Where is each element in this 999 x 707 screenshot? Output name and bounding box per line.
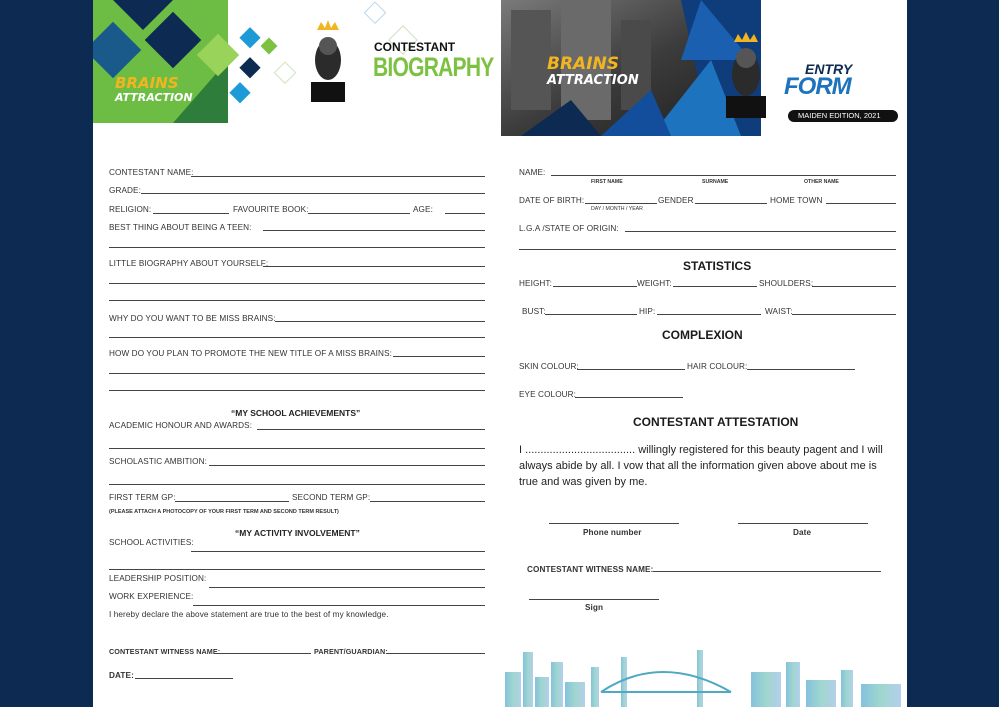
academic-honour-line-1[interactable] bbox=[257, 429, 485, 430]
bust-line[interactable] bbox=[545, 314, 637, 315]
dob-label: DATE OF BIRTH: bbox=[519, 196, 585, 205]
scholastic-ambition-line-1[interactable] bbox=[209, 465, 485, 466]
shoulders-label: SHOULDERS: bbox=[759, 279, 814, 288]
brand-logo-line1: BRAINS bbox=[547, 54, 620, 74]
attach-note: (PLEASE ATTACH A PHOTOCOPY OF YOUR FIRST TERM AND SECOND TERM RESULT) bbox=[109, 509, 339, 515]
declaration-text: I hereby declare the above statement are true to the best of my knowledge. bbox=[109, 610, 389, 619]
gender-label: GENDER bbox=[658, 196, 694, 205]
lga-line-2[interactable] bbox=[519, 249, 896, 250]
little-bio-line-3[interactable] bbox=[109, 300, 485, 301]
phone-number-label: Phone number bbox=[583, 528, 642, 537]
contestant-name-label: CONTESTANT NAME: bbox=[109, 168, 194, 177]
biography-banner bbox=[93, 0, 501, 123]
witness-name-label: CONTESTANT WITNESS NAME: bbox=[527, 565, 654, 574]
contestant-name-line[interactable] bbox=[191, 176, 485, 177]
why-miss-brains-label: WHY DO YOU WANT TO BE MISS BRAINS: bbox=[109, 314, 276, 323]
witness-name-label: CONTESTANT WITNESS NAME: bbox=[109, 647, 221, 656]
work-experience-label: WORK EXPERIENCE: bbox=[109, 592, 194, 601]
eye-colour-line[interactable] bbox=[575, 397, 683, 398]
best-thing-line-1[interactable] bbox=[263, 230, 485, 231]
date-line[interactable] bbox=[135, 678, 233, 679]
entry-title: ENTRY bbox=[805, 61, 853, 77]
second-term-gp-label: SECOND TERM GP: bbox=[292, 493, 371, 502]
surname-hint: SURNAME bbox=[702, 179, 729, 185]
dob-line[interactable] bbox=[585, 203, 657, 204]
leadership-position-label: LEADERSHIP POSITION: bbox=[109, 574, 207, 583]
waist-label: WAIST: bbox=[765, 307, 793, 316]
name-label: NAME: bbox=[519, 168, 546, 177]
school-achievements-heading: “MY SCHOOL ACHIEVEMENTS” bbox=[231, 408, 361, 418]
eye-colour-label: EYE COLOUR: bbox=[519, 390, 577, 399]
witness-name-line[interactable] bbox=[653, 571, 881, 572]
lga-label: L.G.A /STATE OF ORIGIN: bbox=[519, 224, 619, 233]
favourite-book-line[interactable] bbox=[308, 213, 410, 214]
height-label: HEIGHT: bbox=[519, 279, 552, 288]
sign-line[interactable] bbox=[529, 599, 659, 600]
banner-title-small: CONTESTANT bbox=[374, 40, 456, 54]
second-term-gp-line[interactable] bbox=[370, 501, 485, 502]
grade-label: GRADE: bbox=[109, 186, 141, 195]
how-promote-line-3[interactable] bbox=[109, 390, 485, 391]
hair-colour-label: HAIR COLOUR: bbox=[687, 362, 748, 371]
school-activities-line-2[interactable] bbox=[109, 569, 485, 570]
little-bio-label: LITTLE BIOGRAPHY ABOUT YOURSELF: bbox=[109, 259, 269, 268]
best-thing-label: BEST THING ABOUT BEING A TEEN: bbox=[109, 223, 252, 232]
how-promote-line-2[interactable] bbox=[109, 373, 485, 374]
how-promote-line-1[interactable] bbox=[393, 356, 485, 357]
edition-badge: MAIDEN EDITION, 2021 bbox=[788, 110, 898, 122]
date-signature-line[interactable] bbox=[738, 523, 868, 524]
religion-label: RELIGION: bbox=[109, 205, 152, 214]
date-label: Date bbox=[793, 528, 812, 537]
weight-line[interactable] bbox=[673, 286, 757, 287]
bust-label: BUST: bbox=[522, 307, 546, 316]
brand-logo-line2: ATTRACTION bbox=[547, 73, 639, 88]
grade-line[interactable] bbox=[141, 193, 485, 194]
little-bio-line-2[interactable] bbox=[109, 283, 485, 284]
weight-label: WEIGHT: bbox=[637, 279, 672, 288]
age-label: AGE: bbox=[413, 205, 433, 214]
name-line[interactable] bbox=[551, 175, 896, 176]
first-name-hint: FIRST NAME bbox=[591, 179, 623, 185]
scholastic-ambition-line-2[interactable] bbox=[109, 484, 485, 485]
hip-line[interactable] bbox=[657, 314, 761, 315]
complexion-heading: COMPLEXION bbox=[662, 328, 743, 342]
hair-colour-line[interactable] bbox=[747, 369, 855, 370]
skin-colour-line[interactable] bbox=[577, 369, 685, 370]
city-skyline-graphic bbox=[501, 632, 907, 707]
academic-honour-label: ACADEMIC HONOUR AND AWARDS: bbox=[109, 421, 253, 430]
little-bio-line-1[interactable] bbox=[263, 266, 485, 267]
best-thing-line-2[interactable] bbox=[109, 247, 485, 248]
height-line[interactable] bbox=[553, 286, 637, 287]
attestation-text: I .................................... willingly registered for this beauty pagent and I will always abide by all. I vow that all the information given above about me is true and was given by me. bbox=[519, 444, 883, 488]
scholastic-ambition-label: SCHOLASTIC AMBITION: bbox=[109, 457, 207, 466]
favourite-book-label: FAVOURITE BOOK: bbox=[233, 205, 309, 214]
statistics-heading: STATISTICS bbox=[683, 259, 752, 273]
religion-line[interactable] bbox=[153, 213, 229, 214]
why-miss-brains-line-2[interactable] bbox=[109, 337, 485, 338]
waist-line[interactable] bbox=[792, 314, 896, 315]
work-experience-line[interactable] bbox=[193, 605, 485, 606]
age-line[interactable] bbox=[445, 213, 485, 214]
why-miss-brains-line-1[interactable] bbox=[275, 321, 485, 322]
gender-line[interactable] bbox=[695, 203, 767, 204]
phone-number-line[interactable] bbox=[549, 523, 679, 524]
form-title: FORM bbox=[784, 73, 851, 100]
brand-logo-line2: ATTRACTION bbox=[115, 91, 193, 104]
sign-label: Sign bbox=[585, 603, 604, 612]
date-label: DATE: bbox=[109, 671, 134, 680]
skin-colour-label: SKIN COLOUR: bbox=[519, 362, 579, 371]
witness-name-line[interactable] bbox=[215, 653, 311, 654]
biography-page bbox=[93, 0, 501, 707]
shoulders-line[interactable] bbox=[812, 286, 896, 287]
first-term-gp-line[interactable] bbox=[175, 501, 289, 502]
other-name-hint: OTHER NAME bbox=[804, 179, 839, 185]
first-term-gp-label: FIRST TERM GP: bbox=[109, 493, 176, 502]
dob-hint: DAY / MONTH / YEAR bbox=[591, 206, 643, 212]
lga-line-1[interactable] bbox=[625, 231, 896, 232]
attestation-heading: CONTESTANT ATTESTATION bbox=[633, 415, 799, 429]
entry-form-banner bbox=[501, 0, 907, 136]
academic-honour-line-2[interactable] bbox=[109, 448, 485, 449]
activity-heading: “MY ACTIVITY INVOLVEMENT” bbox=[235, 528, 360, 538]
banner-title-big: BIOGRAPHY bbox=[373, 52, 494, 82]
home-town-line[interactable] bbox=[826, 203, 896, 204]
brand-logo-line1: BRAINS bbox=[115, 74, 179, 92]
entry-form-page bbox=[501, 0, 907, 707]
how-promote-label: HOW DO YOU PLAN TO PROMOTE THE NEW TITLE OF A MISS BRAINS: bbox=[109, 349, 393, 358]
school-activities-line-1[interactable] bbox=[191, 551, 485, 552]
leadership-position-line[interactable] bbox=[209, 587, 485, 588]
form-sheet bbox=[93, 0, 907, 707]
school-activities-label: SCHOOL ACTIVITIES: bbox=[109, 538, 194, 547]
parent-guardian-label: PARENT/GUARDIAN: bbox=[314, 647, 388, 656]
home-town-label: HOME TOWN bbox=[770, 196, 823, 205]
hip-label: HIP: bbox=[639, 307, 656, 316]
parent-guardian-line[interactable] bbox=[386, 653, 485, 654]
